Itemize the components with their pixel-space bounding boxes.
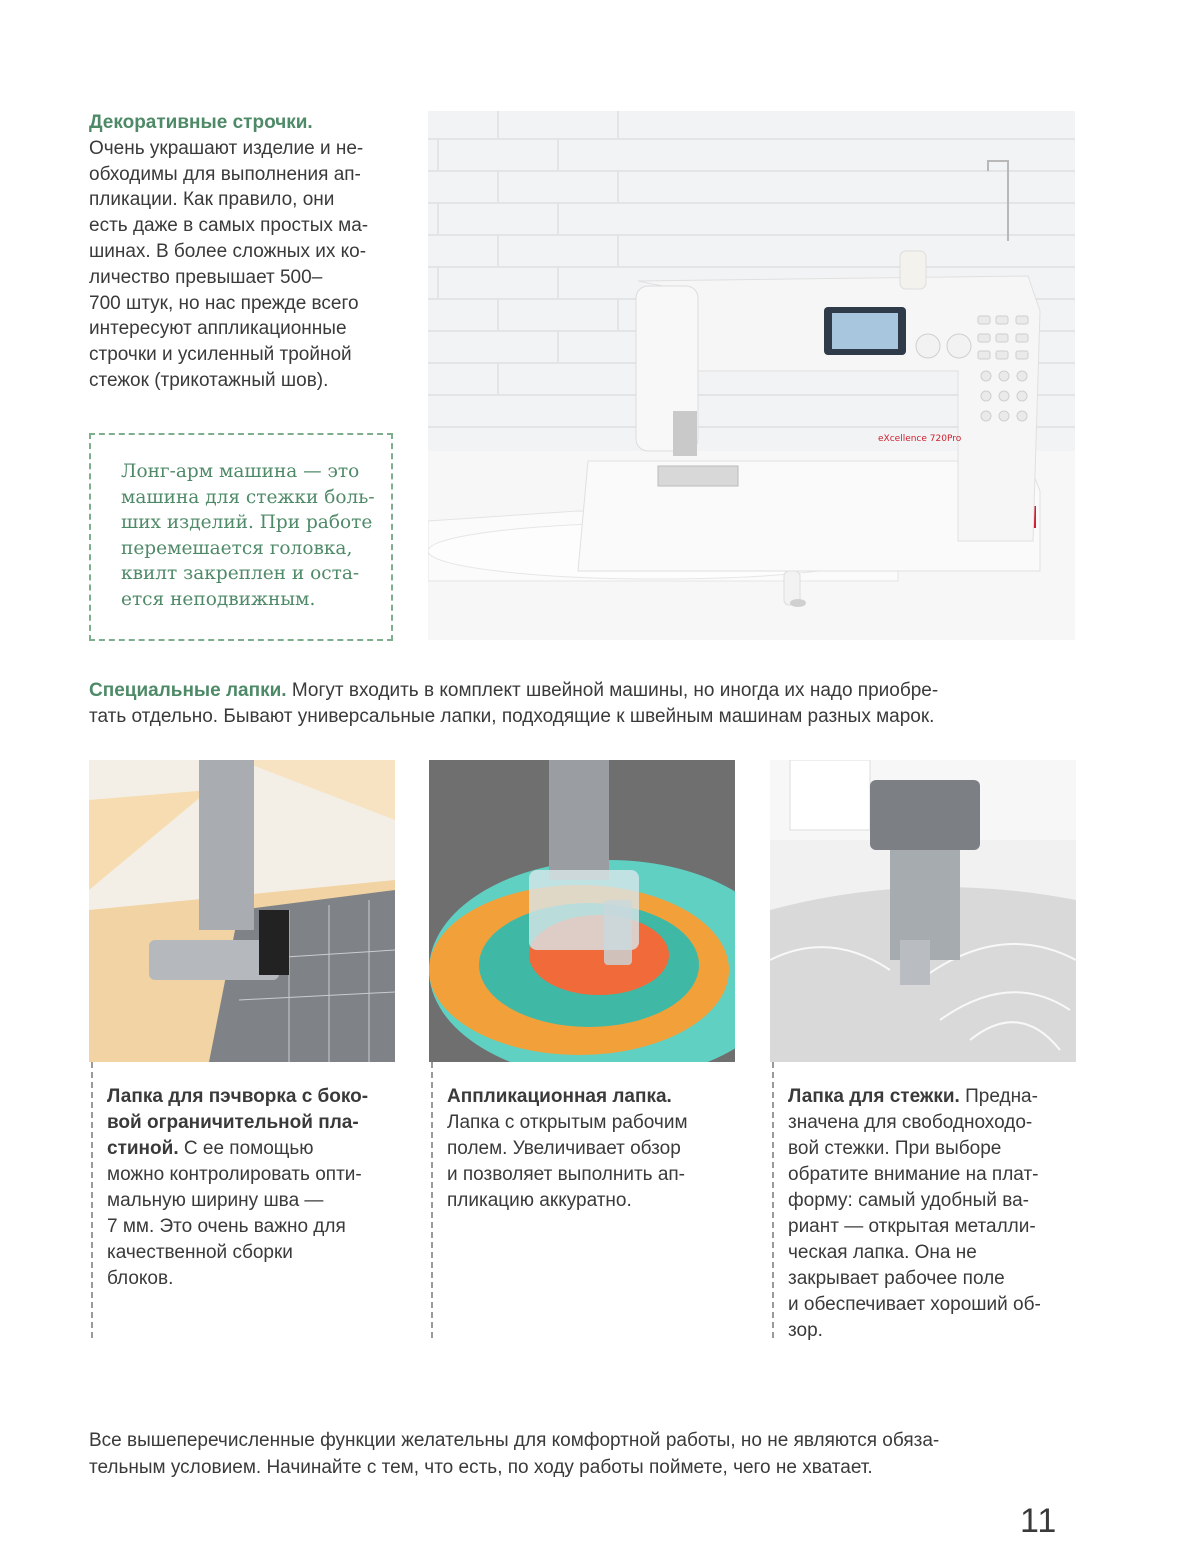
special-feet-title: Специальные лапки. xyxy=(89,680,287,701)
sewing-machine-illustration xyxy=(428,111,1075,640)
patchwork-foot-photo xyxy=(89,760,395,1062)
special-feet-paragraph xyxy=(89,678,1089,730)
long-arm-callout-box xyxy=(89,433,393,641)
caption-title-line: Лапка для стежки. xyxy=(788,1086,960,1107)
text-line: 700 штук, но нас прежде всего xyxy=(89,292,359,314)
special-feet-rest: Могут входить в комплект швейной машины, но иногда их надо приобре- xyxy=(286,680,939,701)
text-line: пликации. Как правило, они xyxy=(89,189,335,211)
text-line: Лапка с открытым рабочим xyxy=(447,1112,688,1133)
text-line: 7 мм. Это очень важно для xyxy=(107,1216,346,1237)
text-line: пликацию аккуратно. xyxy=(447,1190,632,1211)
patchwork-foot-image xyxy=(89,760,395,1062)
text-line: тельным условием. Начинайте с тем, что есть, по ходу работы поймете, чего не хватает. xyxy=(89,1456,873,1478)
text-line: можно контролировать опти- xyxy=(107,1164,362,1185)
text-line: шинах. В более сложных их ко- xyxy=(89,240,367,262)
text-line: обратите внимание на плат- xyxy=(788,1164,1039,1185)
text-line: ческая лапка. Она не xyxy=(788,1242,977,1263)
text-line: качественной сборки xyxy=(107,1242,293,1263)
applique-foot-caption xyxy=(431,1062,737,1338)
conclusion-paragraph xyxy=(89,1428,1089,1481)
caption-rest: Предна- xyxy=(959,1086,1038,1107)
text-line: зор. xyxy=(788,1320,823,1341)
page-number: 11 xyxy=(1020,1502,1058,1540)
text-line: квилт закреплен и оста- xyxy=(121,563,360,584)
text-line: обходимы для выполнения ап- xyxy=(89,163,361,185)
caption-title-line: стиной. xyxy=(107,1138,179,1159)
text-line: закрывает рабочее поле xyxy=(788,1268,1005,1289)
text-line: блоков. xyxy=(107,1268,174,1289)
caption-title-line: Лапка для пэчворка с боко- xyxy=(107,1086,369,1107)
text-line: строчки и усиленный тройной xyxy=(89,344,352,366)
text-line: перемешается головка, xyxy=(121,537,353,559)
text-line: и позволяет выполнить ап- xyxy=(447,1164,686,1185)
svg-text:eXcellence 720Pro: eXcellence 720Pro xyxy=(878,434,962,444)
caption-title-line: вой ограничительной пла- xyxy=(107,1112,359,1133)
text-line: форму: самый удобный ва- xyxy=(788,1190,1029,1211)
text-line: ших изделий. При работе xyxy=(121,512,373,533)
decorative-stitches-title: Декоративные строчки. xyxy=(89,112,313,133)
text-line: и обеспечивает хороший об- xyxy=(788,1294,1041,1315)
applique-foot-image xyxy=(429,760,735,1062)
decorative-stitches-paragraph xyxy=(89,110,399,394)
text-line: значена для свободноходо- xyxy=(788,1112,1033,1133)
text-line: личество превышает 500– xyxy=(89,266,323,288)
applique-foot-photo xyxy=(429,760,735,1062)
quilting-foot-image xyxy=(770,760,1076,1062)
caption-rest: С ее помощью xyxy=(178,1138,314,1159)
quilting-foot-photo xyxy=(770,760,1076,1062)
text-line xyxy=(788,1084,1078,1110)
text-line: мальную ширину шва — xyxy=(107,1190,324,1211)
text-line xyxy=(89,678,1089,704)
text-line xyxy=(107,1136,397,1162)
text-line: тать отдельно. Бывают универсальные лапки, подходящие к швейным машинам разных марок. xyxy=(89,706,935,727)
text-line: стежок (трикотажный шов). xyxy=(89,369,329,391)
text-line: Все вышеперечисленные функции желательны для комфортной работы, но не являются обяза- xyxy=(89,1430,940,1451)
text-line: ется неподвижным. xyxy=(121,588,316,610)
quilting-foot-caption xyxy=(772,1062,1078,1341)
text-line: риант — открытая металли- xyxy=(788,1216,1036,1237)
caption-title-line: Аппликационная лапка. xyxy=(447,1086,672,1107)
patchwork-foot-caption xyxy=(91,1062,397,1338)
sewing-machine-photo xyxy=(428,111,1075,640)
text-line: Очень украшают изделие и не- xyxy=(89,137,364,159)
text-line: есть даже в самых простых ма- xyxy=(89,215,369,237)
text-line: машина для стежки боль- xyxy=(121,486,375,508)
text-line: вой стежки. При выборе xyxy=(788,1138,1002,1159)
text-line: интересуют аппликационные xyxy=(89,318,347,340)
callout-text xyxy=(121,459,375,612)
text-line: Лонг-арм машина — это xyxy=(121,461,360,482)
text-line: полем. Увеличивает обзор xyxy=(447,1138,681,1159)
